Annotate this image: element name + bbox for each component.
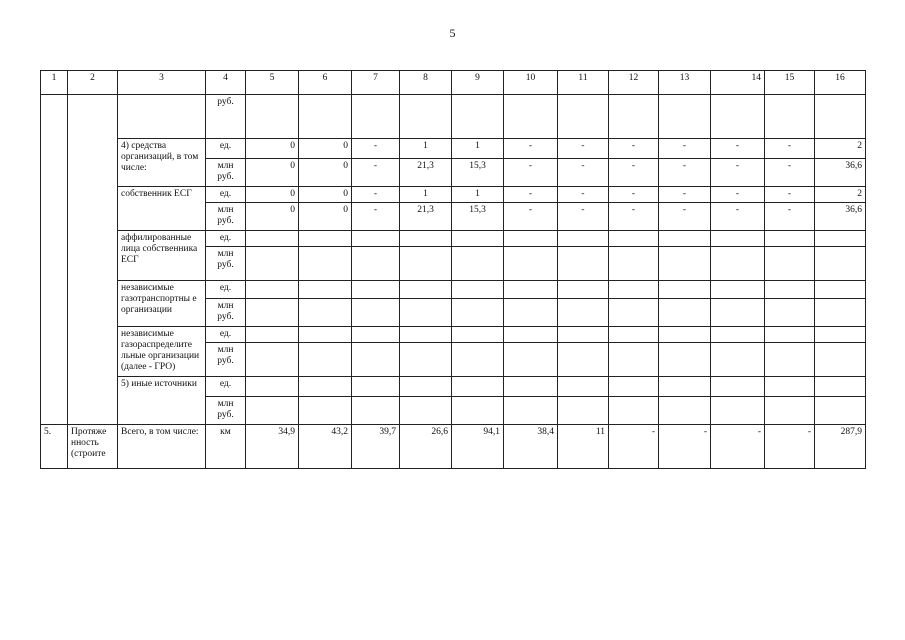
indicator-label: 5) иные источники <box>118 377 206 425</box>
value-cell <box>815 95 866 139</box>
value-cell <box>711 95 765 139</box>
value-cell: 1 <box>400 187 452 203</box>
value-cell: - <box>504 203 558 231</box>
value-cell: 43,2 <box>299 425 352 469</box>
value-cell: - <box>558 203 609 231</box>
value-cell: 0 <box>299 159 352 187</box>
unit-cell: км <box>206 425 246 469</box>
col-header: 10 <box>504 71 558 95</box>
table-row <box>41 187 866 203</box>
col-header: 5 <box>246 71 299 95</box>
unit-cell: млн руб. <box>206 343 246 377</box>
value-cell: 1 <box>400 139 452 159</box>
value-cell: - <box>352 159 400 187</box>
value-cell: 26,6 <box>400 425 452 469</box>
value-cell: - <box>765 425 815 469</box>
value-cell <box>558 95 609 139</box>
value-cell: 1 <box>452 187 504 203</box>
value-cell: 2 <box>815 139 866 159</box>
col-header: 9 <box>452 71 504 95</box>
value-cell: 21,3 <box>400 203 452 231</box>
indicator-label: 4) средства организаций, в том числе: <box>118 139 206 187</box>
col-header: 16 <box>815 71 866 95</box>
value-cell: - <box>558 159 609 187</box>
table-row <box>41 95 866 139</box>
col-header: 12 <box>609 71 659 95</box>
col-header: 11 <box>558 71 609 95</box>
unit-cell: ед. <box>206 327 246 343</box>
value-cell: - <box>609 203 659 231</box>
value-cell: - <box>659 159 711 187</box>
value-cell: 1 <box>452 139 504 159</box>
value-cell <box>504 95 558 139</box>
value-cell: - <box>609 187 659 203</box>
value-cell: - <box>711 139 765 159</box>
value-cell: - <box>558 139 609 159</box>
value-cell: - <box>659 425 711 469</box>
value-cell: 0 <box>246 139 299 159</box>
indicator-label: собственник ЕСГ <box>118 187 206 231</box>
value-cell <box>765 95 815 139</box>
table-row <box>41 425 866 469</box>
value-cell: - <box>659 139 711 159</box>
value-cell: - <box>711 159 765 187</box>
col-header: 13 <box>659 71 711 95</box>
indicator-label: независимые газотранспортны е организации <box>118 281 206 327</box>
row-name: Протяже нность (строите <box>68 425 118 469</box>
value-cell: - <box>352 203 400 231</box>
value-cell: - <box>352 139 400 159</box>
col-header: 6 <box>299 71 352 95</box>
value-cell: 11 <box>558 425 609 469</box>
table-row <box>41 139 866 159</box>
unit-cell: млн руб. <box>206 203 246 231</box>
indicator-label: Всего, в том числе: <box>118 425 206 469</box>
value-cell: - <box>504 139 558 159</box>
col-header: 15 <box>765 71 815 95</box>
unit-cell: млн руб. <box>206 397 246 425</box>
unit-cell: ед. <box>206 139 246 159</box>
value-cell <box>246 95 299 139</box>
unit-cell: ед. <box>206 231 246 247</box>
value-cell: - <box>711 187 765 203</box>
indicator-cell <box>118 95 206 139</box>
value-cell: 0 <box>246 203 299 231</box>
value-cell: - <box>659 203 711 231</box>
unit-cell: млн руб. <box>206 159 246 187</box>
value-cell <box>400 95 452 139</box>
table-row <box>41 327 866 343</box>
value-cell: 0 <box>246 159 299 187</box>
value-cell: - <box>765 187 815 203</box>
value-cell: 15,3 <box>452 159 504 187</box>
value-cell: - <box>352 187 400 203</box>
value-cell: - <box>765 203 815 231</box>
value-cell: - <box>558 187 609 203</box>
value-cell: - <box>504 187 558 203</box>
value-cell: 287,9 <box>815 425 866 469</box>
row-number-cell <box>41 95 68 425</box>
table-row <box>41 377 866 397</box>
col-header: 7 <box>352 71 400 95</box>
value-cell: - <box>711 203 765 231</box>
value-cell: 36,6 <box>815 203 866 231</box>
value-cell: 0 <box>299 187 352 203</box>
value-cell: 21,3 <box>400 159 452 187</box>
table-row <box>41 231 866 247</box>
unit-cell: млн руб. <box>206 247 246 281</box>
col-header: 4 <box>206 71 246 95</box>
value-cell: 36,6 <box>815 159 866 187</box>
value-cell: 39,7 <box>352 425 400 469</box>
value-cell: 0 <box>299 203 352 231</box>
table-row <box>41 281 866 299</box>
value-cell: - <box>765 159 815 187</box>
value-cell: 38,4 <box>504 425 558 469</box>
col-header: 2 <box>68 71 118 95</box>
value-cell: - <box>659 187 711 203</box>
col-header: 8 <box>400 71 452 95</box>
value-cell: - <box>609 425 659 469</box>
value-cell: - <box>609 159 659 187</box>
unit-cell: руб. <box>206 95 246 139</box>
value-cell: - <box>609 139 659 159</box>
value-cell: 2 <box>815 187 866 203</box>
value-cell <box>452 95 504 139</box>
value-cell: - <box>504 159 558 187</box>
unit-cell: ед. <box>206 281 246 299</box>
value-cell: 34,9 <box>246 425 299 469</box>
value-cell: 94,1 <box>452 425 504 469</box>
indicator-label: аффилированные лица собственника ЕСГ <box>118 231 206 281</box>
indicator-label: независимые газораспределите льные организации (далее - ГРО) <box>118 327 206 377</box>
page-number: 5 <box>449 26 456 40</box>
value-cell <box>299 95 352 139</box>
unit-cell: ед. <box>206 187 246 203</box>
row-number: 5. <box>41 425 68 469</box>
value-cell: 0 <box>299 139 352 159</box>
value-cell <box>609 95 659 139</box>
unit-cell: млн руб. <box>206 299 246 327</box>
data-table <box>40 70 866 469</box>
value-cell: 15,3 <box>452 203 504 231</box>
col-header: 14 <box>711 71 765 95</box>
value-cell: - <box>711 425 765 469</box>
col-header: 1 <box>41 71 68 95</box>
unit-cell: ед. <box>206 377 246 397</box>
value-cell <box>352 95 400 139</box>
col-header: 3 <box>118 71 206 95</box>
row-name-cell <box>68 95 118 425</box>
column-header-row <box>41 71 866 95</box>
value-cell <box>659 95 711 139</box>
value-cell: 0 <box>246 187 299 203</box>
value-cell: - <box>765 139 815 159</box>
